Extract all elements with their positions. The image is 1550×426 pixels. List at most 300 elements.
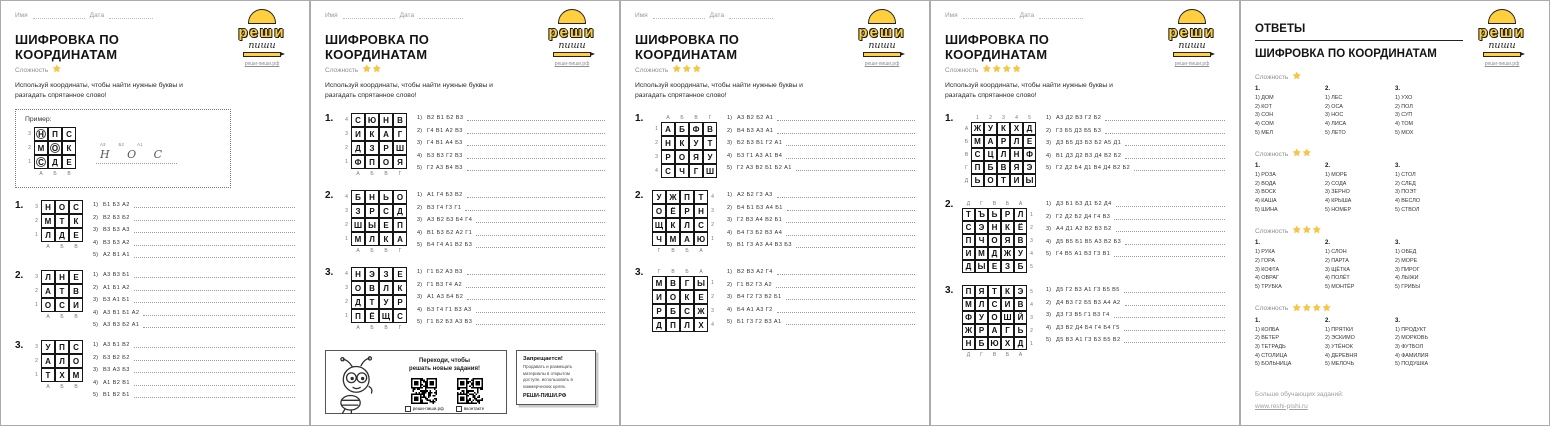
clue-row [93, 285, 295, 291]
puzzle-number: 2. [325, 190, 334, 202]
answer-write-line[interactable] [466, 285, 605, 288]
letter-grid [962, 199, 1036, 273]
clue-row [93, 367, 295, 373]
qr-block [405, 378, 444, 412]
name-write-line[interactable] [653, 12, 705, 19]
answer-item: 1) РОЗА [1255, 172, 1276, 179]
grid-row-label: 3 [345, 208, 348, 215]
clue-row [1046, 140, 1225, 146]
grid-row-label: 2 [35, 218, 38, 225]
answer-write-line[interactable] [1114, 315, 1225, 318]
grid-cell: Л [365, 232, 379, 246]
name-write-line[interactable] [33, 12, 85, 19]
grid-row-label: 4 [655, 168, 658, 175]
grid-cell: Ы [694, 276, 708, 290]
answer-item: 4) ЛИСА [1325, 120, 1347, 127]
difficulty-stars: ★★★★ [1292, 302, 1333, 314]
grid-corner [342, 169, 351, 178]
answer-write-line[interactable] [776, 285, 915, 288]
legal-box [516, 350, 596, 405]
clue-number: 3) [1046, 226, 1051, 233]
qr-caption-text[interactable]: реши-пиши.рф [412, 406, 444, 412]
answer-item: 4) ФАМИЛИЯ [1395, 352, 1429, 359]
answer-write-line[interactable] [786, 143, 915, 146]
answer-write-line[interactable] [777, 118, 915, 121]
grid-cell: З [1001, 260, 1014, 273]
grid-cell: Ь [988, 208, 1001, 221]
clue-number: 3) [727, 217, 732, 224]
answer-write-line[interactable] [1125, 143, 1225, 146]
grid-cell: Ь [1014, 324, 1027, 337]
answer-write-line[interactable] [777, 310, 915, 313]
logo-word-bottom: пиши [868, 39, 896, 51]
grid-cell: Ш [1001, 311, 1014, 324]
code-label: Б2 [118, 141, 124, 147]
grid-cell: Н [962, 337, 975, 350]
puzzle-block [325, 113, 605, 178]
answers-difficulty-row [1255, 304, 1535, 314]
puzzle-block [635, 190, 915, 255]
answer-item: 5) ШИНА [1255, 206, 1278, 213]
grid-cell: У [975, 311, 988, 324]
clue-codes: Г1 Б2 Б3 А3 В3 [427, 319, 473, 326]
clue-row [727, 242, 915, 248]
answer-write-line[interactable] [467, 118, 605, 121]
grid-row-label: 5 [1030, 263, 1033, 270]
answers-column-header: 3. [1395, 240, 1401, 247]
clue-list [417, 113, 605, 171]
answer-write-line[interactable] [134, 218, 295, 221]
letter-grid [342, 190, 407, 255]
answer-item: 1) КОЛБА [1255, 326, 1280, 333]
grid-cell: Т [962, 208, 975, 221]
answer-write-line[interactable] [787, 208, 915, 211]
qr-code[interactable] [456, 378, 484, 404]
answer-write-line[interactable] [1116, 204, 1225, 207]
puzzle-number: 2. [635, 190, 644, 202]
grid-row-label: 2 [35, 288, 38, 295]
answer-write-line[interactable] [796, 245, 915, 248]
link-icon [456, 406, 462, 412]
answers-column [1255, 86, 1313, 137]
clue-row [93, 380, 295, 386]
answer-write-line[interactable] [1125, 242, 1225, 245]
clue-row [727, 230, 915, 236]
answer-write-line[interactable] [476, 322, 605, 325]
answer-item: 1) СТОЛ [1395, 172, 1416, 179]
grid-cell: П [962, 285, 975, 298]
answers-heading: ОТВЕТЫ [1255, 23, 1463, 41]
clue-row [727, 269, 915, 275]
clue-number: 3) [417, 294, 422, 301]
clue-codes: А3 В3 Б1 [103, 272, 130, 279]
grid-col-label: В [384, 170, 388, 177]
more-tasks-link[interactable]: www.reshi-pishi.ru [1255, 402, 1308, 410]
grid-row-label: 4 [345, 194, 348, 201]
clue-list [417, 190, 605, 248]
answer-item: 5) НОМЕР [1325, 206, 1352, 213]
grid-cell: Т [703, 136, 717, 150]
clue-number: 4) [727, 152, 732, 159]
clue-row [727, 319, 915, 325]
grid-cell: Х [1001, 337, 1014, 350]
letter-grid [962, 285, 1036, 359]
answers-column [1255, 163, 1313, 214]
grid-cell: Р [379, 141, 393, 155]
grid-cell: В [666, 276, 680, 290]
grid-cell: Н [365, 190, 379, 204]
answer-write-line[interactable] [777, 195, 915, 198]
answer-write-line[interactable] [143, 325, 295, 328]
clue-row [93, 240, 295, 246]
answers-subheading: ШИФРОВКА ПО КООРДИНАТАМ [1255, 48, 1437, 60]
answer-write-line[interactable] [796, 168, 915, 171]
grid-col-label: 1 [976, 114, 979, 121]
answer-item: 3) СОН [1255, 112, 1274, 119]
answer-write-line[interactable] [1114, 217, 1225, 220]
grid-corner [32, 382, 41, 391]
grid-cell: Л [1014, 208, 1027, 221]
grid-cell: Н [351, 267, 365, 281]
clue-number: 5) [1046, 165, 1051, 172]
clue-list [1046, 199, 1225, 257]
clue-row [727, 307, 915, 313]
logo-word-bottom: пиши [1488, 39, 1516, 51]
answer-write-line[interactable] [476, 245, 605, 248]
clue-number: 2) [727, 204, 732, 211]
answer-write-line[interactable] [467, 143, 605, 146]
grid-row-label: 2 [1030, 327, 1033, 334]
grid-cell: Ф [689, 122, 703, 136]
grid-cell: Н [694, 204, 708, 218]
answer-write-line[interactable] [786, 156, 915, 159]
grid-col-label: Б [685, 268, 689, 275]
clue-number: 5) [1046, 337, 1051, 344]
answer-write-line[interactable] [786, 322, 915, 325]
grid-row-label: 3 [345, 285, 348, 292]
answer-write-line[interactable] [134, 300, 295, 303]
clue-codes: А1 Г4 Б3 В2 [427, 192, 463, 199]
grid-row-label: Б [964, 138, 969, 145]
brand-site-link[interactable]: реши-пиши.рф [1174, 61, 1210, 68]
date-write-line[interactable] [109, 12, 153, 19]
answer-write-line[interactable] [134, 370, 295, 373]
protractor-icon [248, 9, 276, 24]
clue-list [417, 267, 605, 325]
clue-row [93, 227, 295, 233]
name-write-line[interactable] [963, 12, 1015, 19]
answer-item: 2) ГОРА [1255, 258, 1275, 265]
answer-write-line[interactable] [134, 358, 295, 361]
grid-cell: У [984, 122, 997, 135]
grid-cell: С [694, 218, 708, 232]
clue-number: 5) [727, 242, 732, 249]
grid-row-label: 1 [35, 302, 38, 309]
answer-write-line[interactable] [1124, 340, 1225, 343]
answer-item: 4) ТОМ [1395, 120, 1414, 127]
pencil-icon [553, 52, 591, 57]
answer-write-line[interactable] [467, 168, 605, 171]
brand-logo [227, 9, 297, 67]
difficulty-label: Сложность [15, 66, 49, 74]
answer-item: 5) ЛЕТО [1325, 129, 1346, 136]
example-answer [96, 142, 177, 164]
answer-write-line[interactable] [786, 297, 915, 300]
clue-row [93, 355, 295, 361]
grid-row-label: 3 [35, 274, 38, 281]
answer-write-line[interactable] [134, 288, 295, 291]
clue-list [93, 340, 295, 398]
answer-write-line[interactable] [786, 233, 915, 236]
logo-word-top: реши [238, 24, 286, 41]
grid-corner [342, 323, 351, 332]
answer-write-line[interactable] [467, 131, 605, 134]
answer-write-line[interactable] [1116, 229, 1225, 232]
difficulty-stars: ★ [1292, 71, 1303, 82]
grid-cell: В [365, 281, 379, 295]
grid-row-label: 2 [711, 294, 714, 301]
answer-item: 1) СЛОН [1325, 249, 1347, 256]
brand-site-link[interactable]: реши-пиши.рф [1484, 61, 1520, 68]
grid-cell: Б [975, 337, 988, 350]
grid-cell: Е [69, 270, 83, 284]
grid-cell: Ф [1023, 148, 1036, 161]
grid-row-label: 3 [1030, 237, 1033, 244]
answer-write-line[interactable] [777, 272, 915, 275]
grid-cell: С [69, 340, 83, 354]
grid-cell: Н [34, 127, 48, 141]
grid-col-label: В [992, 200, 997, 207]
grid-col-label: А [699, 247, 703, 254]
answer-write-line[interactable] [476, 310, 605, 313]
grid-row-label: 3 [711, 308, 714, 315]
answer-write-line[interactable] [786, 220, 915, 223]
grid-cell: Ь [971, 174, 984, 187]
answer-write-line[interactable] [1124, 290, 1225, 293]
grid-cell: Е [393, 267, 407, 281]
brand-site-link[interactable]: реши-пиши.рф [244, 61, 280, 68]
grid-cell: Н [55, 270, 69, 284]
clue-codes: А4 Д1 А2 В2 В3 Б2 [1056, 226, 1112, 233]
puzzle-block [945, 113, 1225, 187]
answer-write-line[interactable] [1105, 118, 1225, 121]
answer-item: 2) ВОДА [1255, 180, 1277, 187]
qr-caption-text[interactable]: вконтакте [463, 406, 485, 412]
grid-cell: Т [55, 284, 69, 298]
grid-row-label: 2 [35, 358, 38, 365]
clue-row [417, 307, 605, 313]
grid-cell: О [666, 290, 680, 304]
protractor-icon [558, 9, 586, 24]
grid-cell: П [393, 218, 407, 232]
qr-code[interactable] [405, 378, 444, 404]
answer-write-line[interactable] [134, 243, 295, 246]
date-label: Дата [89, 12, 105, 19]
page-title: ШИФРОВКА ПО КООРДИНАТАМ [945, 32, 1050, 62]
answers-column-header: 1. [1255, 240, 1261, 247]
clue-row [1046, 287, 1225, 293]
clue-row [727, 192, 915, 198]
answer-write-line[interactable] [134, 383, 295, 386]
clue-number: 5) [1046, 251, 1051, 258]
grid-cell: А [393, 232, 407, 246]
difficulty-stars: ★★★★ [982, 64, 1023, 75]
answer-write-line[interactable] [1114, 254, 1225, 257]
clue-row [1046, 128, 1225, 134]
clue-codes: А3 В2 Б3 Б4 Г4 [427, 217, 473, 224]
grid-cell: Р [393, 295, 407, 309]
answer-write-line[interactable] [777, 131, 915, 134]
grid-col-label: Б [680, 114, 684, 121]
clue-codes: А1 А3 Б4 Б2 [427, 294, 464, 301]
clue-codes: Б1 Г3 Г2 В3 А1 [737, 319, 782, 326]
worksheet-page-1 [0, 0, 310, 426]
answer-write-line[interactable] [134, 205, 295, 208]
grid-col-label: А [46, 383, 50, 390]
answer-write-line[interactable] [1124, 328, 1225, 331]
grid-cell: Ж [694, 304, 708, 318]
clue-row [417, 230, 605, 236]
grid-cell: К [997, 122, 1010, 135]
date-write-line[interactable] [729, 12, 773, 19]
logo-word-top: реши [1478, 24, 1526, 41]
grid-cell: Е [1023, 135, 1036, 148]
answer-write-line[interactable] [467, 156, 605, 159]
grid-cell: Ж [666, 190, 680, 204]
grid-cell: И [652, 290, 666, 304]
answer-write-line[interactable] [1105, 131, 1225, 134]
answer-write-line[interactable] [1125, 303, 1225, 306]
grid-cell: Л [379, 281, 393, 295]
grid-col-label: А [666, 114, 670, 121]
clue-row [93, 202, 295, 208]
clue-row [1046, 337, 1225, 343]
grid-cell: В [997, 161, 1010, 174]
grid-cell: К [675, 136, 689, 150]
answer-write-line[interactable] [467, 195, 605, 198]
grid-row-label: 2 [345, 222, 348, 229]
answer-write-line[interactable] [134, 345, 295, 348]
answers-column-header: 2. [1325, 163, 1331, 170]
clue-row [727, 165, 915, 171]
grid-cell: Р [661, 150, 675, 164]
clue-row [1046, 239, 1225, 245]
answer-item: 4) ПОЛЁТ [1325, 275, 1350, 282]
grid-col-label: В [67, 170, 71, 177]
answer-item: 3) ЩЁТКА [1325, 266, 1350, 273]
clue-codes: А3 Б1 В2 [103, 342, 130, 349]
grid-cell: Д [351, 141, 365, 155]
clue-number: 2) [417, 204, 422, 211]
answer-item: 4) ЛЫЖИ [1395, 275, 1419, 282]
grid-cell: Т [988, 285, 1001, 298]
difficulty-label: Сложность [945, 66, 979, 74]
answer-write-line[interactable] [467, 297, 605, 300]
pencil-icon [863, 52, 901, 57]
answer-write-line[interactable] [1125, 156, 1225, 159]
answer-write-line[interactable] [134, 275, 295, 278]
grid-col-label: Г [398, 247, 402, 254]
answer-write-line[interactable] [143, 313, 295, 316]
clue-codes: В1 Г3 А3 А4 В3 Б3 [737, 242, 792, 249]
answer-write-line[interactable] [476, 233, 605, 236]
grid-col-label: 3 [1002, 114, 1005, 121]
clue-codes: Д5 В5 Б1 В5 А3 В2 Б3 [1056, 238, 1122, 245]
promo-title [387, 357, 502, 373]
grid-row-label: 3 [711, 208, 714, 215]
worksheet-page-2 [310, 0, 620, 426]
answer-item: 5) ТРУБКА [1255, 283, 1282, 290]
grid-cell: Я [1001, 234, 1014, 247]
clue-number: 1) [727, 192, 732, 199]
clue-codes: Г3 Б5 Д3 Б5 Б3 [1056, 127, 1102, 134]
grid-row-label: 3 [345, 131, 348, 138]
worksheet-page-4 [930, 0, 1240, 426]
clue-number: 3) [417, 140, 422, 147]
grid-corner [1027, 199, 1036, 208]
grid-corner [1027, 350, 1036, 359]
date-write-line[interactable] [419, 12, 463, 19]
date-write-line[interactable] [1039, 12, 1083, 19]
grid-cell: К [1001, 221, 1014, 234]
grid-cell: М [69, 368, 83, 382]
answer-item: 1) МОРЕ [1325, 172, 1348, 179]
name-label: Имя [325, 12, 338, 19]
answer-write-line[interactable] [1134, 168, 1225, 171]
grid-cell: В [69, 284, 83, 298]
answers-column [1255, 240, 1313, 291]
name-write-line[interactable] [343, 12, 395, 19]
logo-word-top: реши [548, 24, 596, 41]
grid-row-label: 1 [1030, 340, 1033, 347]
answer-item: 4) СОМ [1255, 120, 1274, 127]
grid-col-label: А [46, 313, 50, 320]
clue-codes: В2 В3 А2 Г4 [737, 269, 773, 276]
clue-codes: В3 А3 Б3 [103, 367, 130, 374]
answer-write-line[interactable] [465, 208, 605, 211]
grid-cell: О [351, 281, 365, 295]
clue-number: 2) [1046, 213, 1051, 220]
answer-write-line[interactable] [134, 395, 295, 398]
bee-mascot-illustration [330, 354, 384, 410]
grid-cell: Д [351, 295, 365, 309]
answer-write-line[interactable] [476, 220, 605, 223]
grid-cell: Р [652, 304, 666, 318]
code-label: А1 [136, 141, 143, 147]
grid-cell: О [988, 234, 1001, 247]
grid-cell: И [962, 247, 975, 260]
grid-cell: Т [365, 295, 379, 309]
grid-col-label: Б [1005, 351, 1010, 358]
grid-col-label: В [384, 324, 388, 331]
brand-site-link[interactable]: реши-пиши.рф [864, 61, 900, 68]
grid-cell: Д [1014, 337, 1027, 350]
grid-cell: С [661, 164, 675, 178]
clue-row [727, 282, 915, 288]
clue-row [1046, 165, 1225, 171]
grid-cell: П [962, 234, 975, 247]
brand-site-link[interactable]: реши-пиши.рф [554, 61, 590, 68]
answer-item: 3) ВОСК [1255, 189, 1276, 196]
answer-write-line[interactable] [134, 255, 295, 258]
grid-cell: Ж [1001, 247, 1014, 260]
answer-write-line[interactable] [467, 272, 605, 275]
answer-write-line[interactable] [134, 230, 295, 233]
grid-cell: Н [988, 221, 1001, 234]
clue-row [93, 272, 295, 278]
grid-cell: К [666, 218, 680, 232]
answer-item: 4) КРЫША [1325, 198, 1352, 205]
